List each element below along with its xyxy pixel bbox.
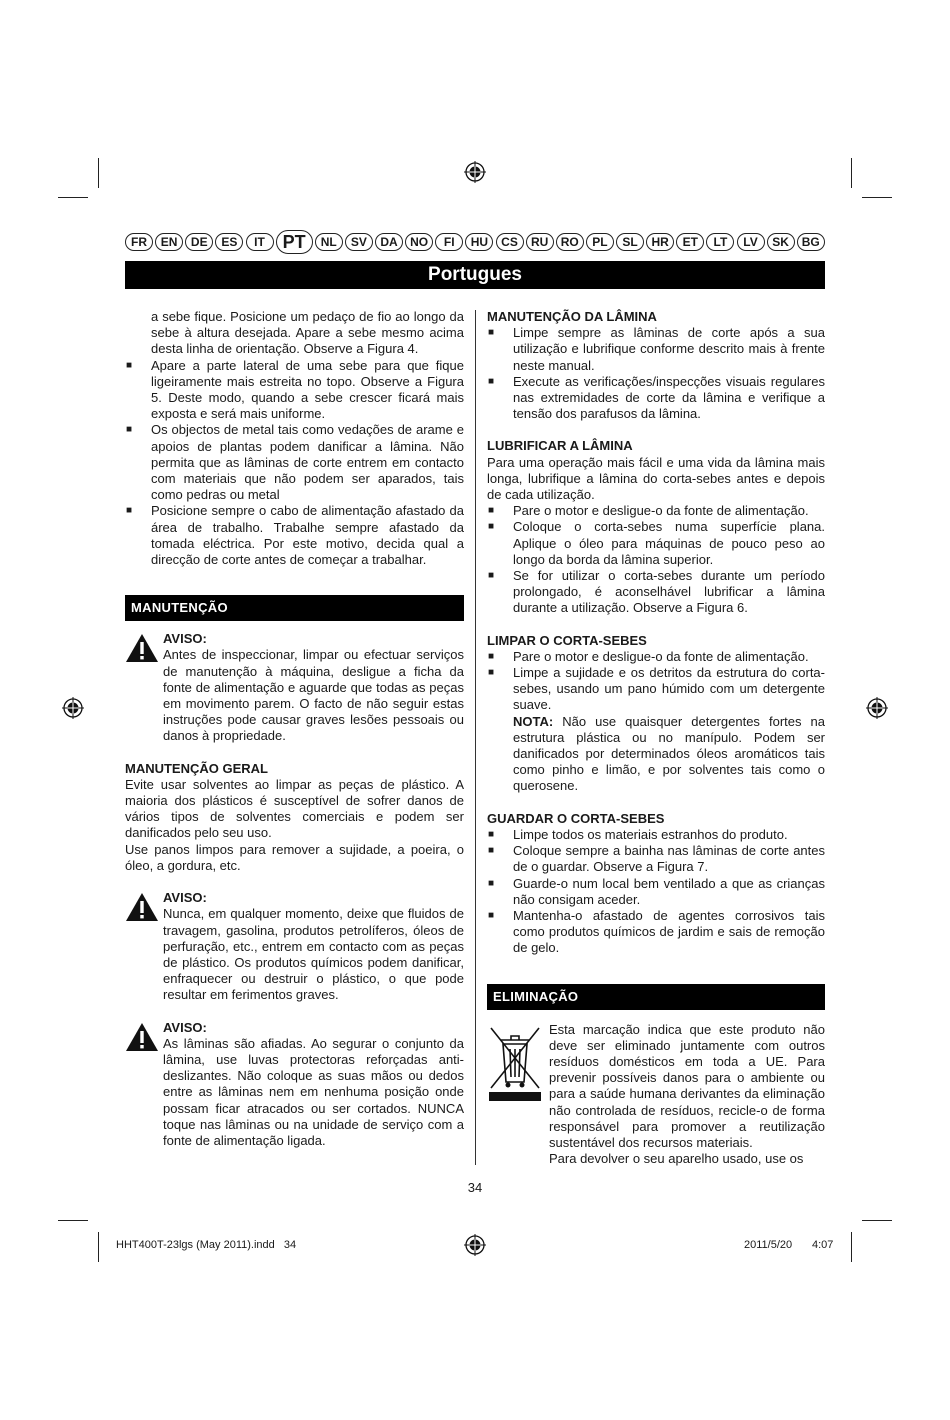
warning-triangle-icon [125, 1022, 159, 1052]
lang-cs: CS [496, 233, 524, 251]
crop-mark [862, 197, 892, 198]
footer-file: HHT400T-23lgs (May 2011).indd 34 [116, 1239, 297, 1251]
paragraph: Esta marcação indica que este produto não deve ser eliminado juntamente com outros resíduos domésticos em toda a UE. Para prevenir possíveis danos para o ambiente ou para a saúde humana derivantes da eliminação não controlada de resíduos, recicle-o de forma responsável para promover a reutilização sustentável dos recursos materiais. [549, 1021, 825, 1150]
page-number: 34 [467, 1180, 483, 1195]
list-item: ■ Limpe a sujidade e os detritos da estrutura do corta-sebes, usando um pano húmido com um detergente suave. [488, 665, 825, 713]
crop-mark [58, 1220, 88, 1221]
lang-hu: HU [465, 233, 493, 251]
lang-en: EN [155, 233, 183, 251]
note-label: NOTA: [513, 713, 554, 729]
list-item: ■ Coloque o corta-sebes numa superfície plana. Aplique o óleo para máquinas de pouco peso ao longo da borda da lâmina superior. [488, 519, 825, 567]
registration-mark-icon [464, 1234, 486, 1256]
paragraph: Evite usar solventes ao limpar as peças de plástico. A maioria dos plásticos é susceptível de sofrer danos de vários tipos de solventes comerciais e podem ser danificados pelo seu uso. [125, 776, 464, 841]
lang-lt: LT [706, 233, 734, 251]
lang-bg: BG [797, 233, 825, 251]
right-column [487, 309, 825, 1167]
crop-mark [851, 158, 852, 188]
crop-mark [58, 197, 88, 198]
registration-mark-icon [62, 697, 84, 719]
footer-time: 4:07 [812, 1239, 834, 1251]
paragraph: Use panos limpos para remover a sujidade, a poeira, o óleo, a gordura, etc. [125, 841, 464, 873]
heading-limpar: LIMPAR O CORTA-SEBES [487, 632, 647, 648]
lang-ru: RU [526, 233, 554, 251]
list-item: ■ Coloque sempre a bainha nas lâminas de corte antes de o guardar. Observe a Figura 7. [488, 843, 825, 875]
warning-block [125, 890, 464, 1003]
lang-it: IT [246, 233, 274, 251]
heading-guardar: GUARDAR O CORTA-SEBES [487, 810, 665, 826]
warning-title: AVISO: [163, 1019, 207, 1035]
heading-lubrificar: LUBRIFICAR A LÂMINA [487, 438, 633, 454]
warning-title: AVISO: [163, 631, 207, 647]
warning-text: Antes de inspeccionar, limpar ou efectuar serviços de manutenção à máquina, desligue a ficha da fonte de alimentação e aguarde que todas as peças em movimento parem. O facto de não seguir estas instruções pode causar graves lesões pessoais ou danos à propriedade. [163, 647, 464, 744]
left-column [125, 309, 464, 1149]
list-item: ■ Pare o motor e desligue-o da fonte de alimentação. [488, 648, 809, 664]
lang-pt-active: PT [276, 230, 313, 254]
lang-sl: SL [616, 233, 644, 251]
column-divider [475, 310, 476, 1165]
list-item: ■ Execute as verificações/inspecções visuais regulares nas extremidades de corte da lâmina e verifique a tensão dos parafusos da lâmina. [488, 373, 825, 422]
list-item: ■ Pare o motor e desligue-o da fonte de alimentação. [488, 503, 809, 519]
warning-text: Nunca, em qualquer momento, deixe que fluidos de travagem, gasolina, produtos petrolíferos, óleos de perfuração, etc., entrem em contacto com as peças de plástico. Os produtos químicos podem danificar, enfraquecer ou destruir o plástico, o que pode resultar em ferimentos graves. [163, 906, 464, 1003]
footer-date: 2011/5/20 [744, 1239, 793, 1251]
lang-fi: FI [435, 233, 463, 251]
list-item: ■ Se for utilizar o corta-sebes durante um período prolongado, é aconselhável lubrificar a lâmina durante a utilização. Observe a Figura 6. [488, 568, 825, 616]
lang-no: NO [405, 233, 433, 251]
lang-lv: LV [737, 233, 765, 251]
list-item: ■ Guarde-o num local bem ventilado a que as crianças não consigam aceder. [488, 875, 825, 907]
language-bar [125, 231, 825, 253]
heading-manutencao-lamina: MANUTENÇÃO DA LÂMINA [487, 309, 657, 324]
warning-block [125, 631, 464, 744]
warning-block [125, 1020, 464, 1150]
paragraph: Para uma operação mais fácil e uma vida da lâmina mais longa, lubrifique a lâmina do corta-sebes antes e depois de cada utilização. [487, 454, 825, 503]
list-item: ■ Os objectos de metal tais como vedações de arame e apoios de plantas podem danificar a lâmina. Não permita que as lâminas de corte entrem em contacto com materiais que não podem ser aparados, tais como pedras ou metal [126, 422, 464, 503]
crossed-out-bin-icon [487, 1022, 543, 1102]
note [487, 714, 825, 795]
lang-et: ET [676, 233, 704, 251]
heading-manutencao-geral: MANUTENÇÃO GERAL [125, 760, 268, 776]
crop-mark [98, 1232, 99, 1262]
lang-da: DA [375, 233, 403, 251]
warning-title: AVISO: [163, 890, 207, 906]
lang-sk: SK [767, 233, 795, 251]
paragraph: Para devolver o seu aparelho usado, use os [549, 1151, 804, 1167]
list-item: ■ Apare a parte lateral de uma sebe para que fique ligeiramente mais estreita no topo. Observe a Figura 5. Deste modo, quando a sebe crescer ficará mais exposta e será mais uniforme. [126, 357, 464, 422]
lang-es: ES [215, 233, 243, 251]
list-item: ■ Limpe sempre as lâminas de corte após a sua utilização e lubrifique conforme descrito mais à frente neste manual. [488, 325, 825, 373]
lang-fr: FR [125, 233, 153, 251]
section-header-manutencao: MANUTENÇÃO [125, 595, 464, 621]
disposal-block [487, 1022, 825, 1168]
paragraph: a sebe fique. Posicione um pedaço de fio ao longo da sebe à altura desejada. Apare a sebe mesmo acima desta linha de orientação. Observe a Figura 4. [151, 309, 464, 357]
note-text: Não use quaisquer detergentes fortes na estrutura plástica ou no manípulo. Podem ser danificados por determinados óleos aromáticos tais como pinho e limão, e por solventes tais como o querosene. [513, 713, 825, 794]
crop-mark [862, 1220, 892, 1221]
lang-sv: SV [345, 233, 373, 251]
lang-de: DE [185, 233, 213, 251]
registration-mark-icon [866, 697, 888, 719]
lang-nl: NL [315, 233, 343, 251]
warning-triangle-icon [125, 892, 159, 922]
list-item: ■ Mantenha-o afastado de agentes corrosivos tais como produtos químicos de jardim e sais de remoção de gelo. [488, 907, 825, 956]
crop-mark [98, 158, 99, 188]
warning-text: As lâminas são afiadas. Ao segurar o conjunto da lâmina, use luvas protectoras reforçadas anti-deslizantes. Não coloque as suas mãos ou dedos entre as lâminas nem em nenhuma posição onde possam ficar atracados ou ser cortados. NUNCA toque nas lâminas ou na unidade de serviço com a fonte de alimentação ligada. [163, 1035, 464, 1148]
lang-pl: PL [586, 233, 614, 251]
crop-mark [851, 1232, 852, 1262]
list-item: ■ Posicione sempre o cabo de alimentação afastado da área de trabalho. Trabalhe sempre afastado da tomada eléctrica. Por este motivo, decida qual a direcção de corte antes de começar a trabalhar. [126, 503, 464, 568]
lang-hr: HR [646, 233, 674, 251]
section-header-eliminacao: ELIMINAÇÃO [487, 984, 825, 1010]
page-title: Portugues [125, 261, 825, 289]
registration-mark-icon [464, 161, 486, 183]
lang-ro: RO [556, 233, 584, 251]
warning-triangle-icon [125, 633, 159, 663]
list-item: ■ Limpe todos os materiais estranhos do produto. [488, 826, 788, 842]
